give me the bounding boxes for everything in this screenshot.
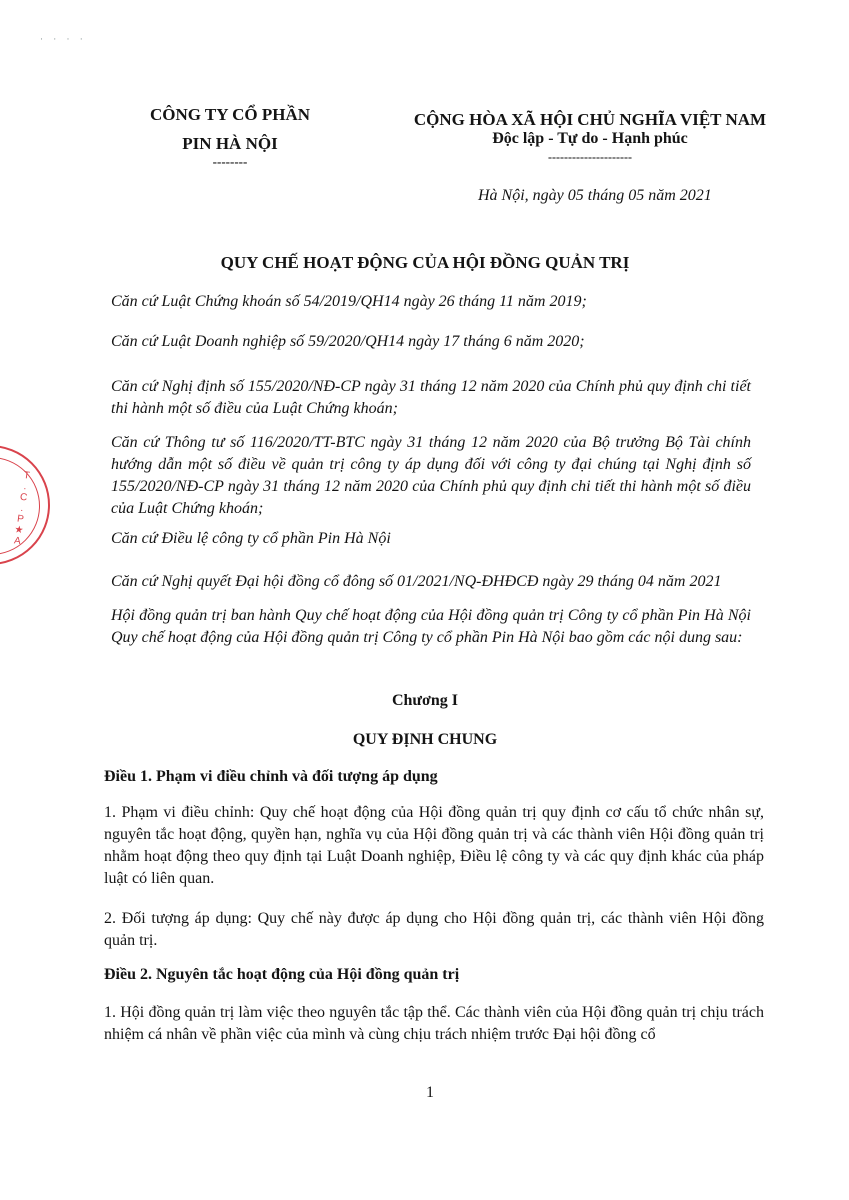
page-number: 1	[426, 1084, 434, 1101]
preamble-item: Căn cứ Luật Doanh nghiệp số 59/2020/QH14 ngày 17 tháng 6 năm 2020;	[111, 333, 585, 350]
preamble-item: Căn cứ Thông tư số 116/2020/TT-BTC ngày 31 tháng 12 năm 2020 của Bộ trưởng Bộ Tài chính hướng dẫn một số điều về quản trị công ty áp dụng đối với công ty đại chúng tại Nghị định số 155/2020/NĐ-CP ngày 31 tháng 12 năm 2020 của Chính phủ quy định chi tiết thi hành một số điều của Luật Chứng khoán;	[111, 434, 751, 517]
scan-specks: · · · ·	[40, 34, 87, 44]
company-name-line1: CÔNG TY CỔ PHẦN	[149, 105, 311, 124]
preamble-item: Căn cứ Nghị quyết Đại hội đồng cổ đông số 01/2021/NQ-ĐHĐCĐ ngày 29 tháng 04 năm 2021	[111, 573, 722, 590]
article-2-paragraph-1: 1. Hội đồng quản trị làm việc theo nguyên tắc tập thể. Các thành viên của Hội đồng quản trị chịu trách nhiệm cá nhân về phần việc của mình và cùng chịu trách nhiệm trước Đại hội đồng cổ	[104, 1004, 764, 1043]
chapter-title: QUY ĐỊNH CHUNG	[352, 731, 498, 748]
article-1-heading: Điều 1. Phạm vi điều chỉnh và đối tượng áp dụng	[104, 768, 438, 785]
company-name-line2: PIN HÀ NỘI	[182, 134, 278, 153]
article-1-paragraph-1: 1. Phạm vi điều chỉnh: Quy chế hoạt động của Hội đồng quản trị quy định cơ cấu tổ chức nhân sự, nguyên tắc hoạt động, quyền hạn, nghĩa vụ của Hội đồng quản trị và các thành viên Hội đồng quản trị nhằm hoạt động theo quy định tại Luật Doanh nghiệp, Điều lệ công ty và các quy định khác của pháp luật có liên quan.	[104, 804, 764, 887]
preamble-item: Căn cứ Điều lệ công ty cổ phần Pin Hà Nội	[111, 530, 391, 547]
preamble-item: Căn cứ Nghị định số 155/2020/NĐ-CP ngày 31 tháng 12 năm 2020 của Chính phủ quy định chi tiết thi hành một số điều của Luật Chứng khoán;	[111, 378, 751, 417]
preamble-item: Căn cứ Luật Chứng khoán số 54/2019/QH14 ngày 26 tháng 11 năm 2019;	[111, 293, 587, 310]
article-1-paragraph-2: 2. Đối tượng áp dụng: Quy chế này được áp dụng cho Hội đồng quản trị, các thành viên Hội đồng quản trị.	[104, 910, 764, 949]
motto-separator: ---------------------	[548, 150, 632, 164]
national-title: CỘNG HÒA XÃ HỘI CHỦ NGHĨA VIỆT NAM	[413, 110, 767, 129]
document-title: QUY CHẾ HOẠT ĐỘNG CỦA HỘI ĐỒNG QUẢN TRỊ	[220, 253, 630, 272]
chapter-number: Chương I	[391, 692, 459, 709]
preamble-item: Hội đồng quản trị ban hành Quy chế hoạt động của Hội đồng quản trị Công ty cổ phần Pin Hà Nội Quy chế hoạt động của Hội đồng quản trị Công ty cổ phần Pin Hà Nội bao gồm các nội dung sau:	[111, 607, 751, 646]
article-2-heading: Điều 2. Nguyên tắc hoạt động của Hội đồng quản trị	[104, 966, 460, 983]
date-line: Hà Nội, ngày 05 tháng 05 năm 2021	[478, 187, 712, 204]
seal-text: T . C . P ★ A	[13, 469, 31, 548]
company-separator: --------	[212, 154, 248, 169]
national-motto: Độc lập - Tự do - Hạnh phúc	[492, 130, 688, 147]
